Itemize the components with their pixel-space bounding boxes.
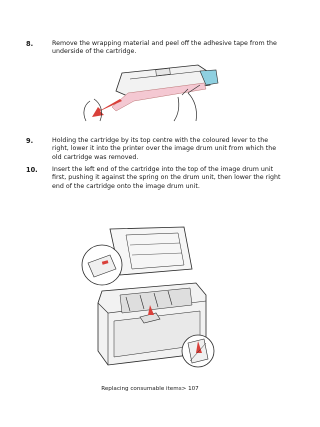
step-10: [26, 166, 282, 191]
step-9: [26, 137, 282, 162]
step-text: Insert the left end of the cartridge into the top of the image drum unit first, pushing it against the spring on the drum unit, then lower the right end of the cartridge onto the image drum unit.: [52, 166, 281, 190]
page-footer: Replacing consumable items> 107: [101, 386, 199, 392]
step-number: 9.: [26, 137, 34, 145]
step-8: [26, 40, 282, 57]
cartridge-tape-illustration: [70, 63, 220, 123]
printer-cartridge-insert-illustration: [80, 225, 220, 375]
step-number: 10.: [26, 166, 38, 174]
step-text: Remove the wrapping material and peel off the adhesive tape from the underside of the cartridge.: [52, 40, 277, 56]
step-text: Holding the cartridge by its top centre with the coloured lever to the right, lower it into the printer over the image drum unit from which the old cartridge was removed.: [52, 137, 277, 161]
step-number: 8.: [26, 40, 34, 48]
